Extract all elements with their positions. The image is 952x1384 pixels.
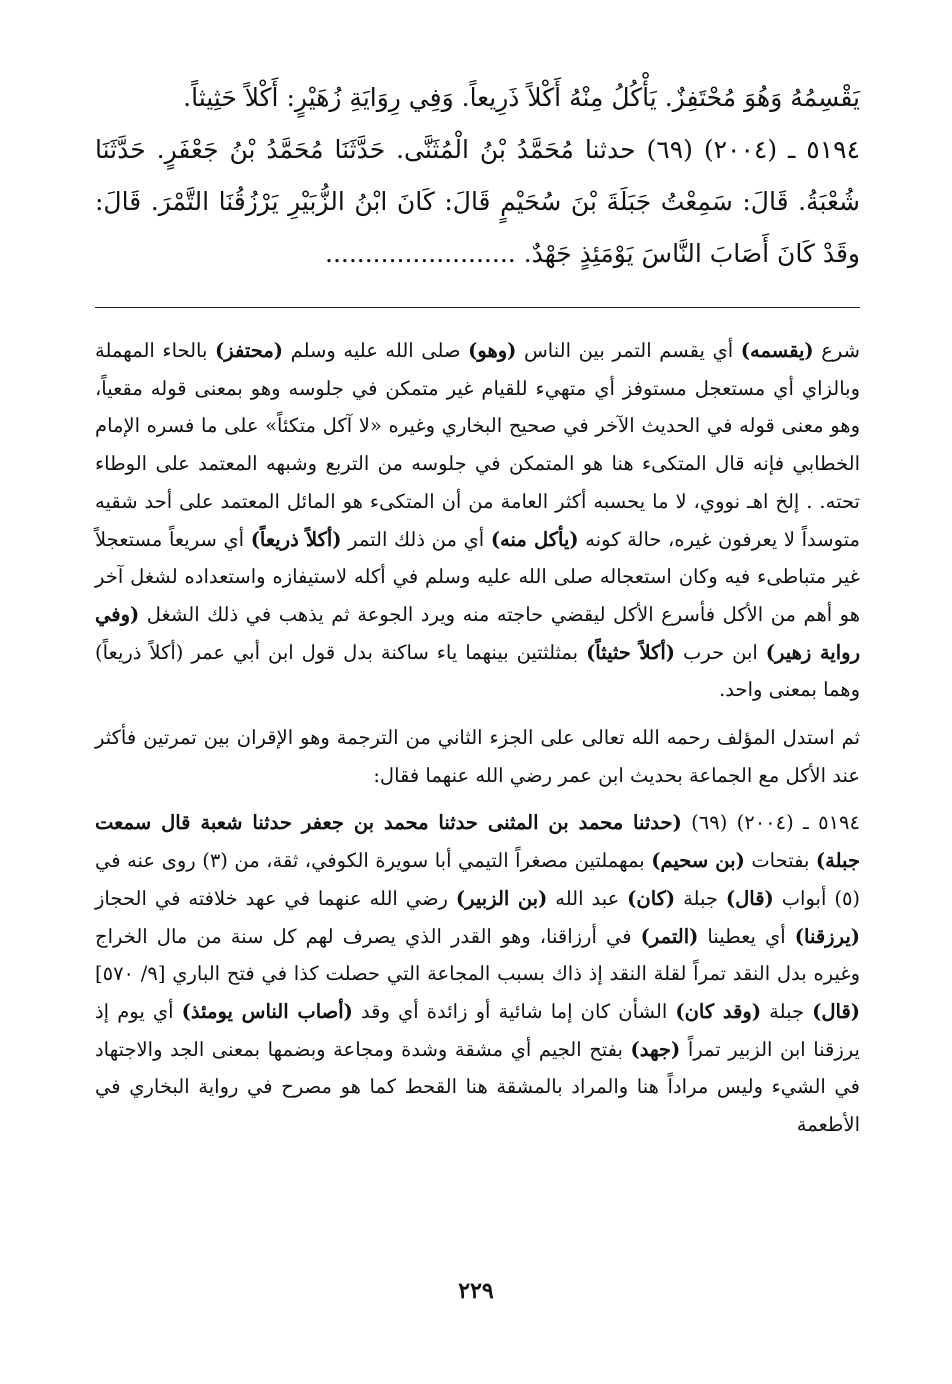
commentary-text: الشأن كان إما شائية أو زائدة أي وقد: [352, 999, 676, 1023]
bold-quote: (يرزقنا): [794, 924, 860, 948]
bold-quote: (أصاب الناس يومئذ): [181, 999, 353, 1023]
bold-quote: (كان): [627, 886, 676, 910]
commentary-paragraph-3: [95, 804, 860, 1143]
commentary-text: بفتح الجيم أي مشقة وشدة ومجاعة وبضمها بمعنى الجد والاجتهاد في الشيء وليس مراداً هنا والمراد بالمشقة هنا القحط كما هو مصرح في رواية البخاري في الأطعمة: [95, 1037, 860, 1137]
bold-quote: (يأكل منه): [490, 527, 579, 551]
commentary-paragraph-2: ثم استدل المؤلف رحمه الله تعالى على الجزء الثاني من الترجمة وهو الإقران بين تمرتين فأكثر عند الأكل مع الجماعة بحديث ابن عمر رضي الله عنهما فقال:: [95, 726, 860, 787]
bold-quote: (بن الزبير): [455, 886, 548, 910]
commentary-text: جبلة: [675, 886, 726, 910]
hadith-dots: ........................: [325, 239, 516, 268]
page-number: ٢٢٩: [458, 1278, 494, 1304]
bold-quote: (أكلاً ذريعاً): [250, 527, 342, 551]
commentary-text: بمهملتين مصغراً التيمي أبا سويرة الكوفي، ثقة، من (٣) روى عنه في (٥) أبواب: [95, 849, 861, 910]
commentary-paragraph-1: [95, 332, 860, 709]
commentary-text: في أرزاقنا، وهو القدر الذي يصرف لهم كل سنة من مال الخراج وغيره بدل النقد تمراً لقلة النقد إذ ذاك بسبب المجاعة التي حصلت كذا في فتح الباري [٩/ ٥٧٠]: [95, 924, 860, 986]
hadith-5194-text: ٥١٩٤ ـ (٢٠٠٤) (٦٩) حدثنا مُحَمَّدُ بْنُ الْمُثَنَّى. حَدَّثَنَا مُحَمَّدُ بْنُ جَعْفَرٍ. حَدَّثَنَا شُعْبَةُ. قَالَ: سَمِعْتُ جَبَلَةَ بْنَ سُحَيْمٍ قَالَ: كَانَ ابْنُ الزُّبَيْرِ يَرْزُقُنَا التَّمْرَ. قَالَ: وقَدْ كَانَ أَصَابَ النَّاسَ يَوْمَئِذٍ جَهْدٌ.: [95, 135, 860, 268]
commentary-text: أي يعطينا: [698, 924, 795, 948]
hadith-5194-paragraph: [95, 124, 860, 280]
hadith-text-block: [95, 72, 860, 280]
bold-quote: (وقد كان): [675, 999, 762, 1023]
commentary-text: أي من ذلك التمر: [341, 527, 491, 551]
bold-quote: (أكلاً حثيثاً): [586, 640, 676, 664]
commentary-text: ابن حرب: [675, 640, 766, 664]
commentary-text: شرع: [813, 339, 860, 362]
commentary-text: جبلة: [761, 999, 813, 1023]
commentary-text: أي يقسم التمر بين الناس: [516, 339, 741, 362]
commentary-text: بفتحات: [744, 849, 816, 873]
commentary-text: رضي الله عنهما في عهد خلافته في الحجاز: [95, 886, 456, 910]
bold-quote: (التمر): [640, 924, 699, 948]
commentary-text: بمثلثتين بينهما ياء ساكنة بدل قول ابن أبي عمر (أكلاً ذريعاً) وهما بمعنى واحد.: [95, 640, 860, 702]
bold-quote: (وهو): [468, 339, 517, 362]
bold-quote: (وفي رواية زهير): [95, 602, 860, 664]
bold-quote: (قال): [725, 886, 774, 910]
bold-quote: (يقسمه): [740, 339, 814, 362]
bold-quote: (بن سحيم): [651, 849, 745, 873]
bold-quote: (قال): [812, 999, 861, 1023]
commentary-block: [95, 332, 860, 1144]
commentary-text: أي يوم إذ يرزقنا ابن الزبير تمراً: [95, 999, 860, 1061]
bold-quote: (حدثنا محمد بن المثنى حدثنا محمد بن جعفر حدثنا شعبة قال سمعت جبلة): [95, 811, 860, 873]
commentary-text: بالحاء المهملة وبالزاي أي مستعجل مستوفز أي متهيء للقيام غير متمكن في جلوسه وهو بمعنى قوله مقعياً، وهو معنى قوله في الحديث الآخر في صحيح البخاري وغيره «لا آكل متكئاً» على ما فسره الإمام الخطابي فإنه قال المتكىء هنا هو المتمكن في جلوسه من التربع وشبهه المعتمد على الوطاء تحته. . إلخ اهـ نووي، لا ما يحسبه أكثر العامة من أن المتكىء هو المائل المعتمد على أحد شقيه متوسداً لا يعرفون غيره، حالة كونه: [95, 339, 860, 551]
commentary-text: ٥١٩٤ ـ (٢٠٠٤) (٦٩): [681, 811, 860, 835]
section-divider: [95, 307, 860, 308]
commentary-text: عبد الله: [547, 886, 628, 910]
bold-quote: (جهد): [630, 1037, 681, 1061]
commentary-text: أي سريعاً مستعجلاً غير متباطىء فيه وكان استعجاله صلى الله عليه وسلم في أكله لاستيفازه واستعداده لشغل آخر هو أهم من الأكل فأسرع الأكل ليقضي حاجته منه ويرد الجوعة ثم يذهب في ذلك الشغل: [95, 527, 860, 626]
bold-quote: (محتفز): [215, 339, 284, 362]
commentary-text: صلى الله عليه وسلم: [283, 339, 469, 362]
hadith-line-1: يَقْسِمُهُ وَهُوَ مُحْتَفِزٌ. يَأْكُلُ مِنْهُ أَكْلاً ذَرِيعاً. وَفِي رِوَايَةِ زُهَيْرٍ: أَكْلاً حَثِيثاً.: [183, 83, 860, 112]
